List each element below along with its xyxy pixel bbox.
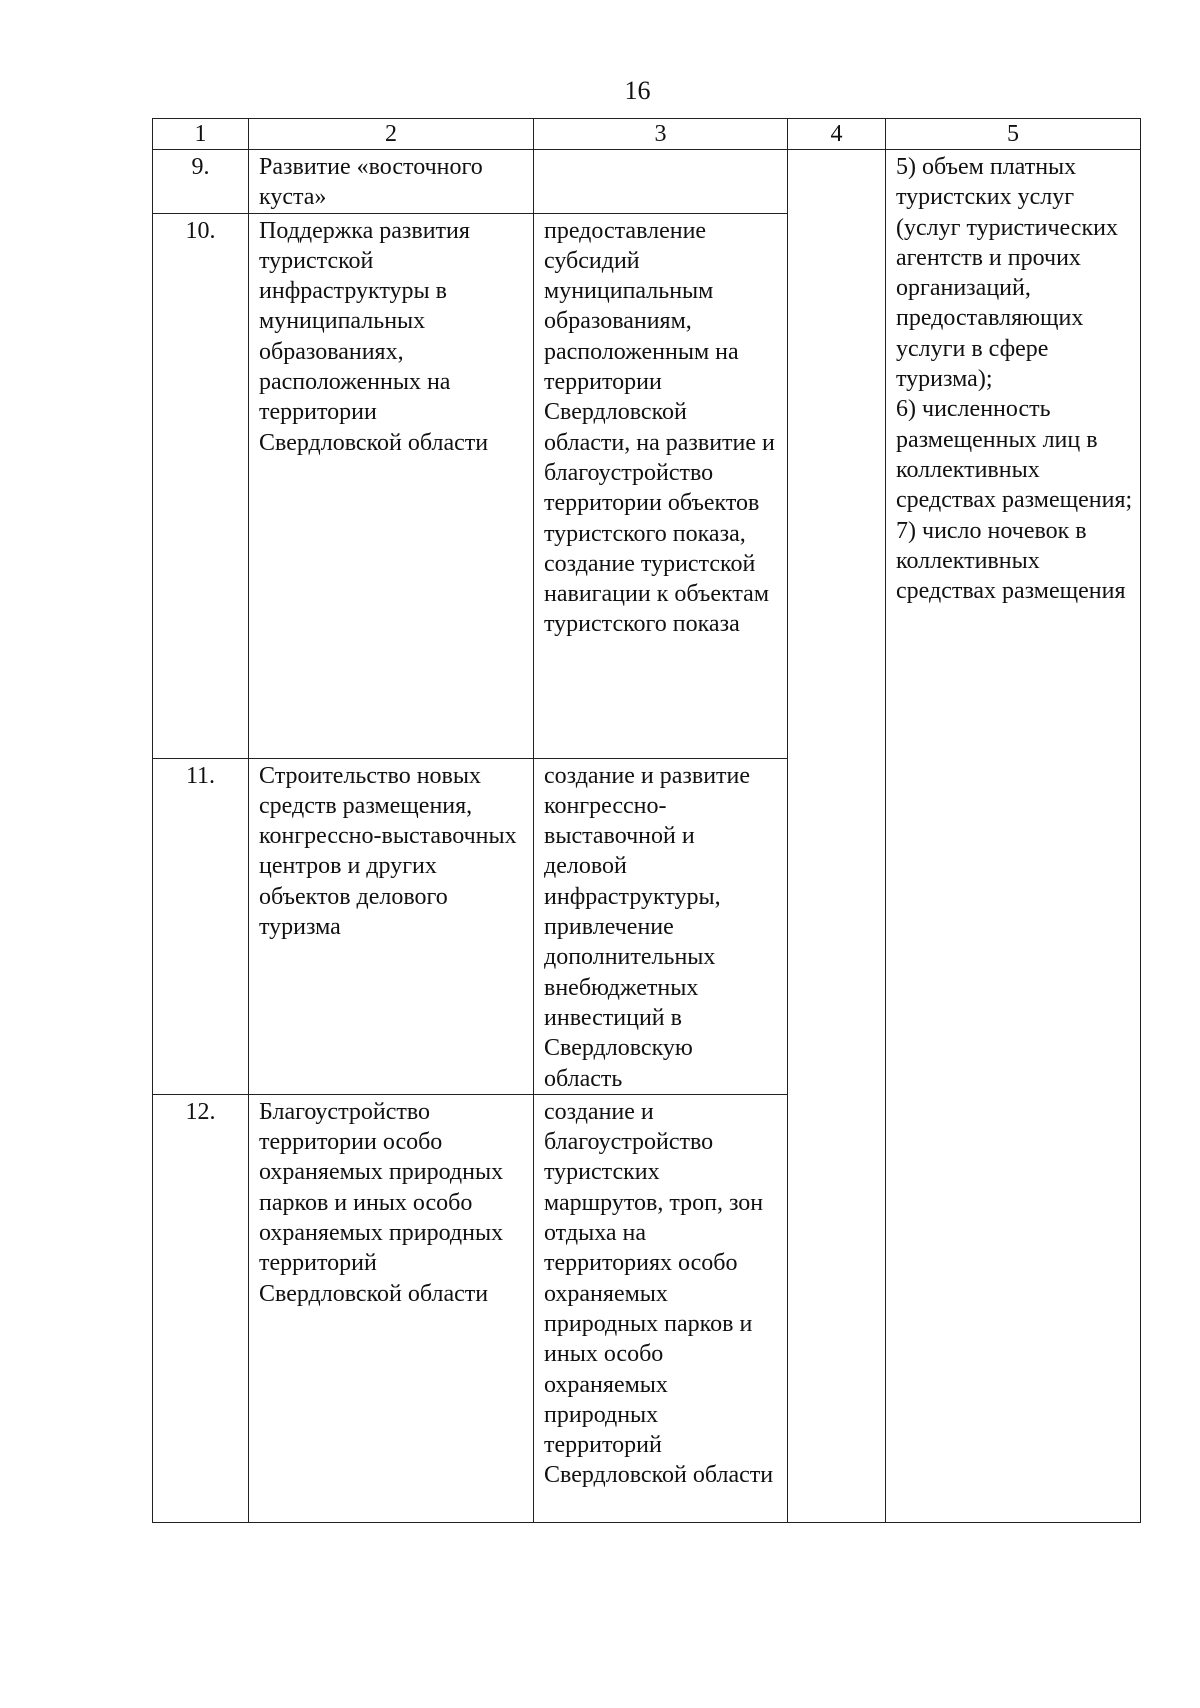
measure-name: Благоустройство территории особо охраняемых природных парков и иных особо охраняемых природных территорий Свердловской области [249,1094,534,1522]
measure-description: создание и благоустройство туристских маршрутов, троп, зон отдыха на территориях особо охраняемых природных парков и иных особо охраняемых природных территорий Свердловской области [534,1094,788,1522]
measure-description: создание и развитие конгрессно-выставочной и деловой инфраструктуры, привлечение дополнительных внебюджетных инвестиций в Свердловскую область [534,758,788,1094]
page-number: 16 [624,76,651,105]
row-number: 12. [153,1094,249,1522]
header-cell-2: 2 [249,119,534,150]
measure-description [534,150,788,214]
indicator-item: 6) численность размещенных лиц в коллективных средствах размещения; [896,396,1133,514]
indicator-item: 5) объем платных туристских услуг (услуг туристических агентств и прочих организаций, предоставляющих услуги в сфере туризма); [896,154,1118,393]
table-row [153,150,1141,214]
row-number: 9. [153,150,249,214]
row-number: 10. [153,213,249,758]
measure-name: Поддержка развития туристской инфраструктуры в муниципальных образованиях, расположенных на территории Свердловской области [249,213,534,758]
measures-table [152,118,1141,1523]
measure-name: Строительство новых средств размещения, конгрессно-выставочных центров и других объектов делового туризма [249,758,534,1094]
measure-name: Развитие «восточного куста» [249,150,534,214]
row-number: 11. [153,758,249,1094]
measure-description: предоставление субсидий муниципальным образованиям, расположенным на территории Свердловской области, на развитие и благоустройство территории объектов туристского показа, создание туристской навигации к объектам туристского показа [534,213,788,758]
header-cell-5: 5 [886,119,1141,150]
column-4-cell [788,150,886,1523]
header-cell-1: 1 [153,119,249,150]
table-header-row [153,119,1141,150]
indicator-item: 7) число ночевок в коллективных средствах размещения [896,517,1126,605]
header-cell-4: 4 [788,119,886,150]
indicators-cell [886,150,1141,1523]
header-cell-3: 3 [534,119,788,150]
